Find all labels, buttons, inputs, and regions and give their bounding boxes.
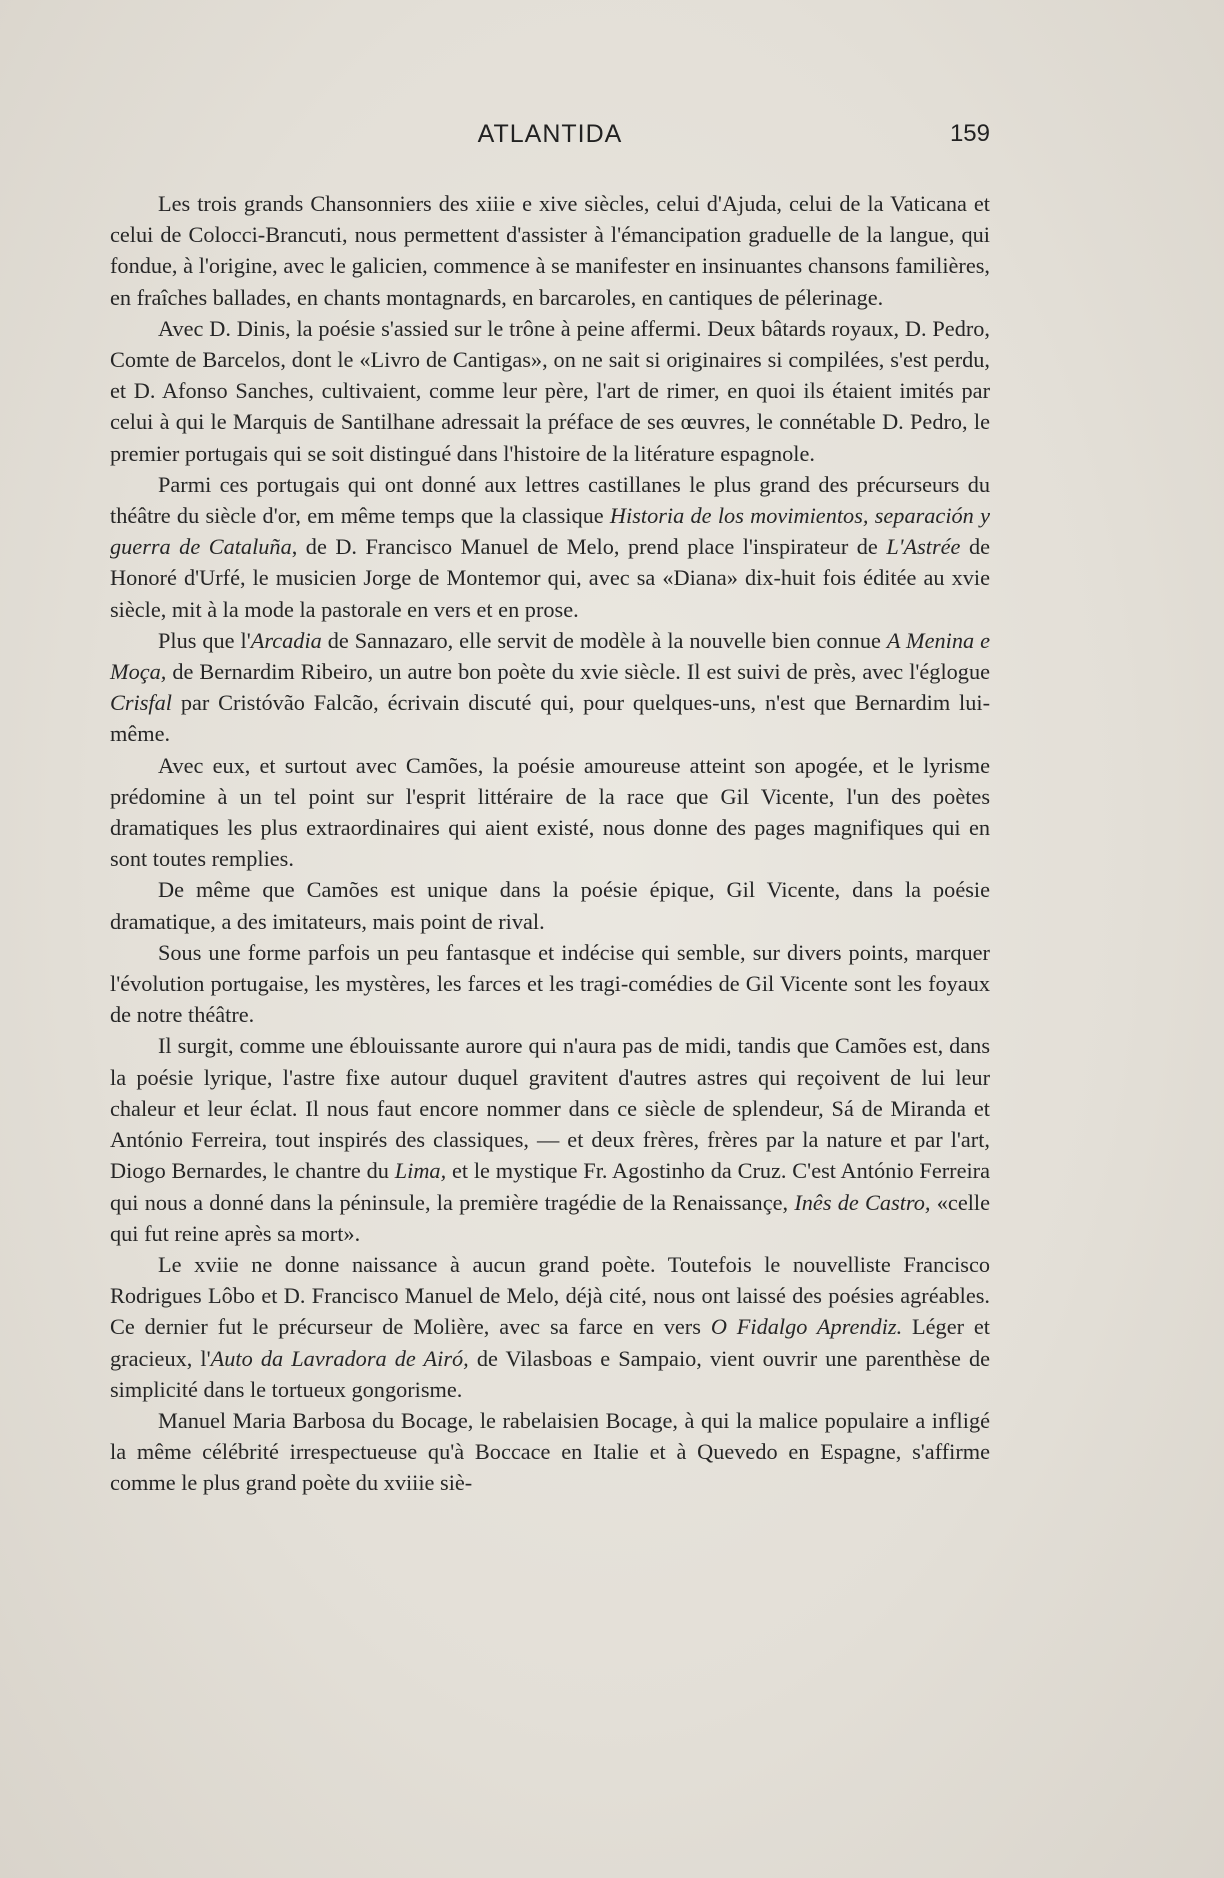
book-title-auto-da-lavradora: Auto da Lavradora de Airó, xyxy=(210,1345,469,1371)
paragraph-6: De même que Camões est unique dans la poésie épique, Gil Vicente, dans la poésie dramatique, a des imitateurs, mais point de rival. xyxy=(110,877,990,934)
book-title-fidalgo-aprendiz: O Fidalgo Aprendiz. xyxy=(710,1314,903,1340)
paragraph-9-text-b: Léger et gracieux, l' xyxy=(110,1314,990,1371)
paragraph-2: Avec D. Dinis, la poésie s'assied sur le trône à peine affermi. Deux bâtards royaux, D. Pedro, Comte de Barcelos, dont le «Livro de Cantigas», on ne sait si originaires si compilées, s'est perdu, et D. Afonso Sanches, cultivaient, comme leur père, l'art de rimer, en quoi ils étaient imités par celui à qui le Marquis de Santilhane adressait la préface de ses œuvres, le connétable D. Pedro, le premier portugais qui se soit distingué dans l'histoire de la litérature espagnole. xyxy=(110,315,990,466)
running-title: ATLANTIDA xyxy=(477,120,623,148)
book-title-astree: L'Astrée xyxy=(886,534,961,560)
paragraph-9-text-a: Le xviie ne donne naissance à aucun grand poète. Toutefois le nouvelliste Francisco Rodrigues Lôbo et D. Francisco Manuel de Melo, déjà cité, nous ont laissé des poésies agréables. Ce dernier fut le précurseur de Molière, avec sa farce en vers xyxy=(110,1251,990,1340)
page-number: 159 xyxy=(949,120,990,147)
paragraph-7: Sous une forme parfois un peu fantasque et indécise qui semble, sur divers points, marquer l'évolution portugaise, les mystères, les farces et les tragi-comédies de Gil Vicente sont les foyaux de notre théâtre. xyxy=(110,939,990,1028)
paragraph-4-text-d: par Cristóvão Falcão, écrivain discuté qui, pour quelques-uns, n'est que Bernardim lui-même. xyxy=(110,690,990,747)
body-text xyxy=(110,188,990,1499)
paragraph-8-text-b: et le mystique Fr. Agostinho da Cruz. C'est António Ferreira qui nous a donné dans la péninsule, la première tragédie de la Renaissançe, xyxy=(110,1158,990,1215)
paragraph-8-text-a: Il surgit, comme une éblouissante aurore qui n'aura pas de midi, tandis que Camões est, dans la poésie lyrique, l'astre fixe autour duquel gravitent d'autres astres qui reçoivent de lui leur chaleur et leur éclat. Il nous faut encore nommer dans ce siècle de splendeur, Sá de Miranda et António Ferreira, tout inspirés des classiques, — et deux frères, frères par la nature et par l'art, Diogo Bernardes, le chantre du xyxy=(110,1033,990,1184)
paragraph-3-text-c: de Honoré d'Urfé, le musicien Jorge de Montemor qui, avec sa «Diana» dix-huit fois éditée au xvie siècle, mit à la mode la pastorale en vers et en prose. xyxy=(110,534,990,622)
paragraph-4-text-a: Plus que l' xyxy=(158,627,251,653)
page-header xyxy=(110,120,990,160)
paragraph-1: Les trois grands Chansonniers des xiiie e xive siècles, celui d'Ajuda, celui de la Vaticana et celui de Colocci-Brancuti, nous permettent d'assister à l'émancipation graduelle de la langue, qui fondue, à l'origine, avec le galicien, commence à se manifester en insinuantes chansons familières, en fraîches ballades, en chants montagnards, en barcaroles, en cantiques de pélerinage. xyxy=(110,191,990,310)
book-title-lima: Lima, xyxy=(394,1158,447,1184)
book-title-historia: Historia de los movimientos, separación y guerra de Cataluña xyxy=(110,503,990,560)
paragraph-4-text-c: de Bernardim Ribeiro, un autre bon poète du xvie siècle. Il est suivi de près, avec l'églogue xyxy=(166,659,990,685)
book-title-menina-e-moca: A Menina e Moça, xyxy=(110,627,991,685)
paragraph-10: Manuel Maria Barbosa du Bocage, le rabelaisien Bocage, à qui la malice populaire a infligé la même célébrité irrespectueuse qu'à Boccace en Italie et à Quevedo en Espagne, s'affirme comme le plus grand poète du xviiie siè- xyxy=(110,1407,990,1496)
paragraph-8-text-c: «celle qui fut reine après sa mort». xyxy=(110,1189,990,1246)
paragraph-3-text-a: Parmi ces portugais qui ont donné aux lettres castillanes le plus grand des précurseurs du théâtre du siècle d'or, em même temps que la classique xyxy=(110,471,990,529)
paragraph-5: Avec eux, et surtout avec Camões, la poésie amoureuse atteint son apogée, et le lyrisme prédomine à un tel point sur l'esprit littéraire de la race que Gil Vicente, l'un des poètes dramatiques les plus extraordinaires qui aient existé, nous donne des pages magnifiques qui en sont toutes remplies. xyxy=(110,752,990,872)
paragraph-3 xyxy=(110,469,990,625)
paragraph-4 xyxy=(110,625,990,750)
paragraph-8 xyxy=(110,1030,990,1248)
paragraph-3-text-b: , de D. Francisco Manuel de Melo, prend place l'inspirateur de xyxy=(291,534,887,560)
paragraph-9-text-c: de Vilasboas e Sampaio, vient ouvrir une parenthèse de simplicité dans le tortueux gongorisme. xyxy=(110,1345,990,1402)
paragraph-4-text-b: de Sannazaro, elle servit de modèle à la nouvelle bien connue xyxy=(321,627,887,653)
book-title-ines-de-castro: Inês de Castro, xyxy=(794,1189,931,1215)
paragraph-9 xyxy=(110,1249,990,1405)
book-title-crisfal: Crisfal xyxy=(110,690,172,716)
book-title-arcadia: Arcadia xyxy=(250,627,322,653)
